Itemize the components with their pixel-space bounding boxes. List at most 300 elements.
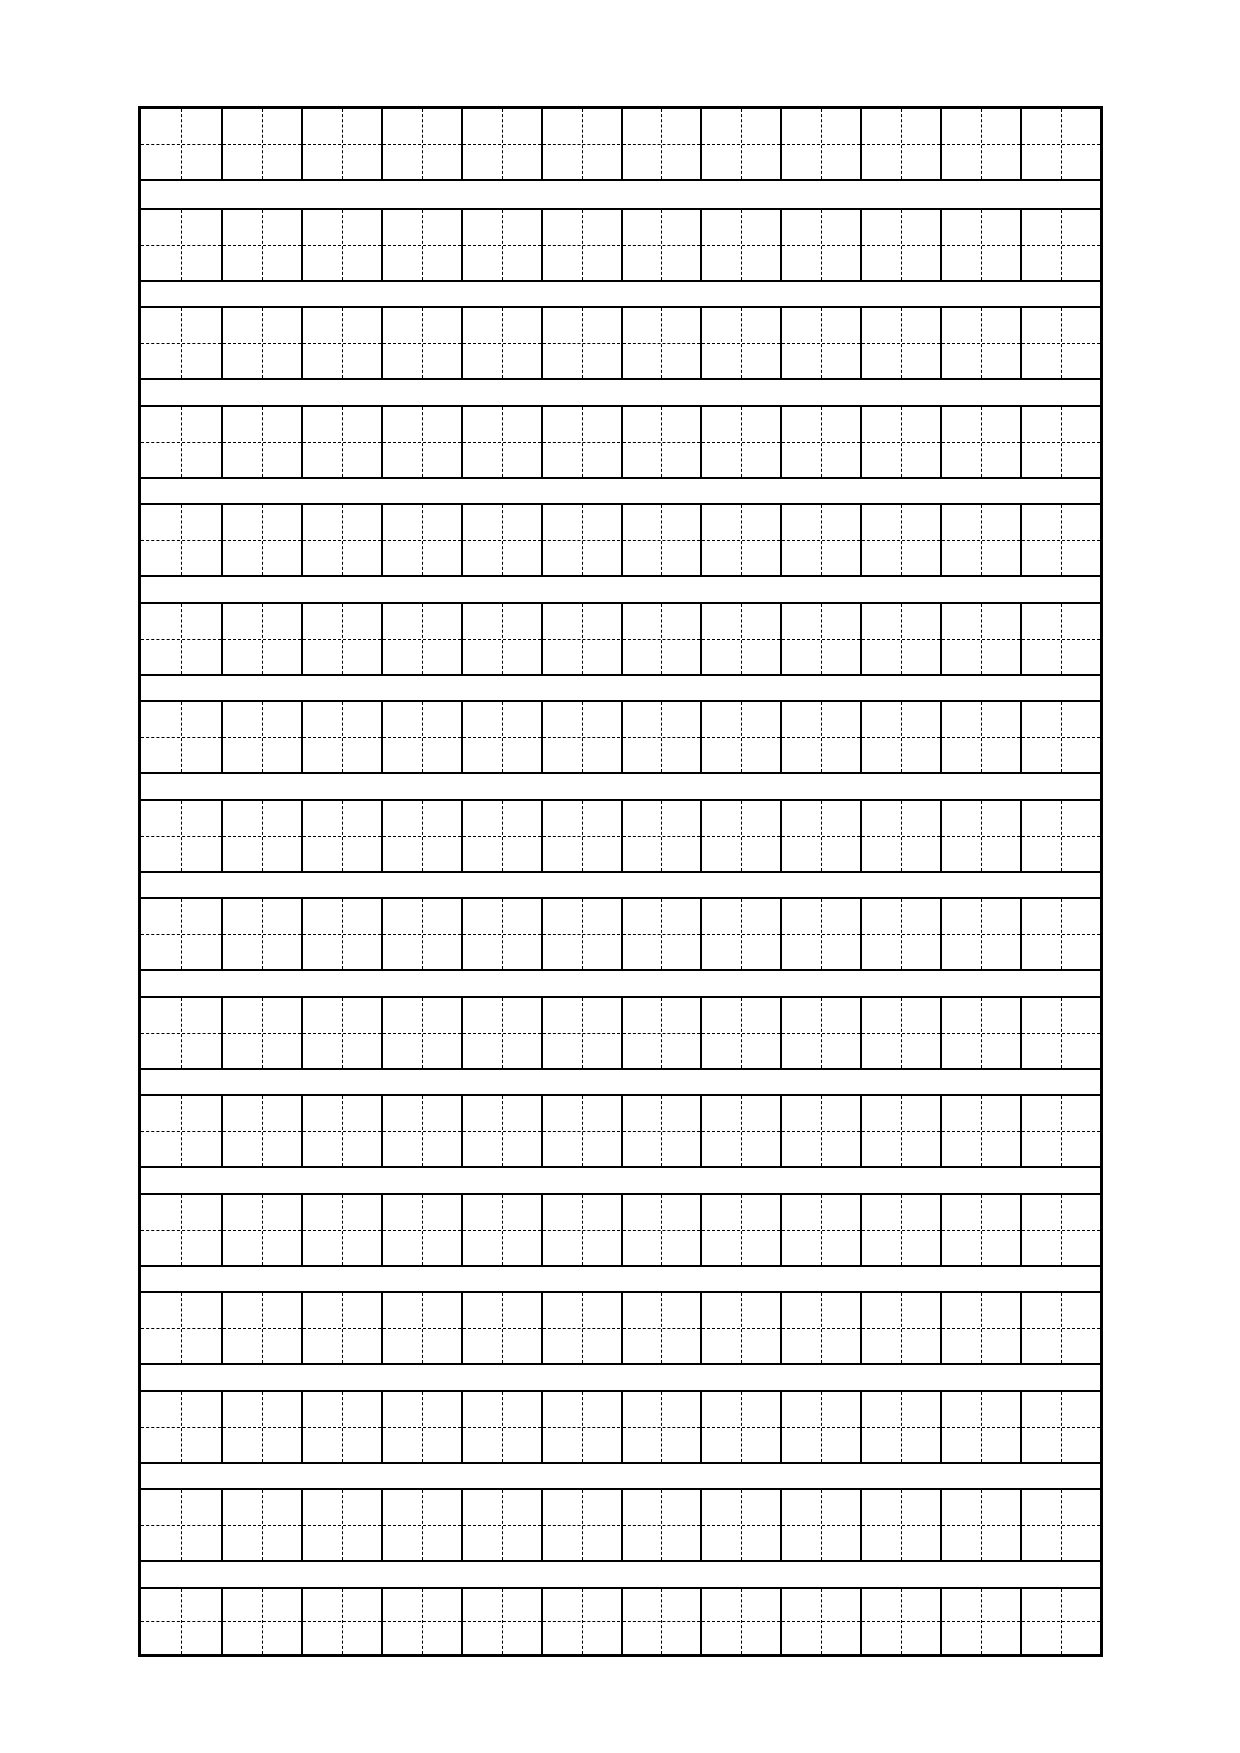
horizontal-guide-line [782,737,860,738]
grid-cell [141,210,221,280]
horizontal-guide-line [782,1230,860,1231]
horizontal-guide-line [543,1033,621,1034]
horizontal-guide-line [942,836,1020,837]
grid-cell [461,1195,541,1265]
horizontal-guide-line [862,442,940,443]
grid-cell [141,1096,221,1166]
horizontal-guide-line [383,1525,461,1526]
horizontal-guide-line [141,737,221,738]
grid-cell [1020,505,1100,575]
grid-cell [301,1096,381,1166]
grid-cell [860,109,940,179]
grid-cell [541,702,621,772]
horizontal-guide-line [942,1328,1020,1329]
grid-cell [221,1490,301,1560]
horizontal-guide-line [942,1427,1020,1428]
horizontal-guide-line [543,1525,621,1526]
grid-cell [461,1096,541,1166]
horizontal-guide-line [702,639,780,640]
writing-row [141,1488,1100,1562]
grid-cell [700,407,780,477]
horizontal-guide-line [942,343,1020,344]
horizontal-guide-line [862,1427,940,1428]
horizontal-guide-line [782,934,860,935]
writing-row [141,700,1100,774]
horizontal-guide-line [702,1131,780,1132]
horizontal-guide-line [543,245,621,246]
grid-cell [221,702,301,772]
grid-cell [780,210,860,280]
horizontal-guide-line [1022,144,1100,145]
horizontal-guide-line [543,442,621,443]
horizontal-guide-line [141,1230,221,1231]
horizontal-guide-line [702,1621,780,1622]
horizontal-guide-line [383,1328,461,1329]
grid-cell [1020,1490,1100,1560]
horizontal-guide-line [702,1328,780,1329]
horizontal-guide-line [862,1621,940,1622]
horizontal-guide-line [141,1525,221,1526]
grid-cell [1020,1293,1100,1363]
horizontal-guide-line [303,934,381,935]
writing-row [141,602,1100,676]
grid-cell [1020,1096,1100,1166]
horizontal-guide-line [463,737,541,738]
grid-cell [940,308,1020,378]
grid-cell [461,801,541,871]
horizontal-guide-line [862,737,940,738]
grid-cell [461,1589,541,1655]
grid-cell [461,899,541,969]
horizontal-guide-line [223,639,301,640]
horizontal-guide-line [463,639,541,640]
horizontal-guide-line [862,1230,940,1231]
horizontal-guide-line [942,1621,1020,1622]
horizontal-guide-line [862,343,940,344]
grid-cell [700,1096,780,1166]
grid-cell [1020,702,1100,772]
grid-cell [541,407,621,477]
horizontal-guide-line [383,1621,461,1622]
grid-cell [221,1293,301,1363]
horizontal-guide-line [942,442,1020,443]
grid-cell [141,109,221,179]
horizontal-guide-line [543,639,621,640]
horizontal-guide-line [782,540,860,541]
grid-cell [780,308,860,378]
grid-cell [461,407,541,477]
grid-cell [860,702,940,772]
horizontal-guide-line [141,1328,221,1329]
grid-cell [940,505,1020,575]
grid-cell [461,210,541,280]
writing-row [141,1193,1100,1267]
grid-cell [860,308,940,378]
horizontal-guide-line [862,245,940,246]
grid-cell [541,1392,621,1462]
horizontal-guide-line [463,442,541,443]
horizontal-guide-line [623,1621,701,1622]
grid-cell [700,1195,780,1265]
horizontal-guide-line [1022,540,1100,541]
horizontal-guide-line [141,639,221,640]
grid-cell [621,210,701,280]
horizontal-guide-line [223,1033,301,1034]
grid-cell [700,1589,780,1655]
grid-cell [940,1392,1020,1462]
writing-row [141,1390,1100,1464]
horizontal-guide-line [1022,343,1100,344]
grid-cell [940,1195,1020,1265]
grid-cell [381,505,461,575]
horizontal-guide-line [702,1033,780,1034]
writing-row [141,1587,1100,1655]
horizontal-guide-line [383,343,461,344]
grid-cell [860,801,940,871]
grid-cell [541,1096,621,1166]
grid-cell [461,1392,541,1462]
grid-cell [541,1195,621,1265]
horizontal-guide-line [223,144,301,145]
horizontal-guide-line [141,1621,221,1622]
horizontal-guide-line [1022,1525,1100,1526]
horizontal-guide-line [383,245,461,246]
grid-cell [780,1096,860,1166]
grid-cell [381,1490,461,1560]
horizontal-guide-line [543,737,621,738]
grid-cell [461,702,541,772]
horizontal-guide-line [543,836,621,837]
horizontal-guide-line [223,1230,301,1231]
grid-cell [221,109,301,179]
horizontal-guide-line [782,1131,860,1132]
grid-cell [1020,210,1100,280]
horizontal-guide-line [1022,836,1100,837]
horizontal-guide-line [223,245,301,246]
grid-cell [940,899,1020,969]
grid-cell [301,801,381,871]
grid-cell [621,1589,701,1655]
horizontal-guide-line [702,144,780,145]
horizontal-guide-line [1022,1427,1100,1428]
grid-cell [221,308,301,378]
horizontal-guide-line [862,144,940,145]
horizontal-guide-line [1022,737,1100,738]
horizontal-guide-line [942,1525,1020,1526]
grid-cell [940,604,1020,674]
horizontal-guide-line [1022,1131,1100,1132]
horizontal-guide-line [223,540,301,541]
horizontal-guide-line [623,144,701,145]
grid-cell [221,604,301,674]
grid-cell [541,899,621,969]
grid-cell [381,702,461,772]
horizontal-guide-line [702,442,780,443]
horizontal-guide-line [463,1427,541,1428]
grid-cell [301,407,381,477]
grid-cell [381,998,461,1068]
horizontal-guide-line [702,1427,780,1428]
grid-cell [621,899,701,969]
grid-cell [381,801,461,871]
grid-cell [621,1392,701,1462]
horizontal-guide-line [782,442,860,443]
horizontal-guide-line [223,1328,301,1329]
horizontal-guide-line [223,836,301,837]
horizontal-guide-line [1022,1328,1100,1329]
grid-cell [541,210,621,280]
horizontal-guide-line [623,639,701,640]
writing-grid-sheet [138,106,1103,1657]
horizontal-guide-line [223,737,301,738]
grid-cell [940,109,1020,179]
horizontal-guide-line [1022,934,1100,935]
horizontal-guide-line [383,1230,461,1231]
grid-cell [780,505,860,575]
writing-row [141,1094,1100,1168]
grid-cell [221,801,301,871]
horizontal-guide-line [463,343,541,344]
horizontal-guide-line [223,343,301,344]
grid-cell [381,1293,461,1363]
horizontal-guide-line [223,1621,301,1622]
grid-cell [700,1392,780,1462]
grid-cell [541,1589,621,1655]
grid-cell [780,109,860,179]
horizontal-guide-line [383,144,461,145]
horizontal-guide-line [862,1131,940,1132]
horizontal-guide-line [223,1131,301,1132]
grid-cell [301,1490,381,1560]
grid-cell [221,1392,301,1462]
writing-row [141,208,1100,282]
grid-cell [1020,407,1100,477]
horizontal-guide-line [463,144,541,145]
grid-cell [141,801,221,871]
grid-cell [780,1490,860,1560]
horizontal-guide-line [702,737,780,738]
grid-cell [1020,1392,1100,1462]
horizontal-guide-line [623,1328,701,1329]
horizontal-guide-line [543,343,621,344]
grid-cell [860,210,940,280]
horizontal-guide-line [463,934,541,935]
grid-cell [301,1589,381,1655]
grid-cell [940,1589,1020,1655]
horizontal-guide-line [223,934,301,935]
horizontal-guide-line [623,1230,701,1231]
grid-cell [461,604,541,674]
grid-cell [700,702,780,772]
horizontal-guide-line [383,1427,461,1428]
grid-cell [940,1490,1020,1560]
horizontal-guide-line [303,1033,381,1034]
grid-cell [221,1195,301,1265]
grid-cell [461,1293,541,1363]
horizontal-guide-line [1022,639,1100,640]
grid-cell [461,308,541,378]
grid-cell [700,1490,780,1560]
grid-cell [381,1195,461,1265]
horizontal-guide-line [782,836,860,837]
grid-cell [860,407,940,477]
grid-cell [780,801,860,871]
horizontal-guide-line [782,1427,860,1428]
writing-row [141,996,1100,1070]
horizontal-guide-line [782,1525,860,1526]
horizontal-guide-line [702,934,780,935]
grid-cell [1020,899,1100,969]
grid-cell [301,702,381,772]
grid-cell [141,604,221,674]
horizontal-guide-line [862,639,940,640]
grid-cell [381,899,461,969]
grid-cell [221,210,301,280]
grid-cell [940,407,1020,477]
grid-cell [541,505,621,575]
grid-cell [381,1096,461,1166]
horizontal-guide-line [782,245,860,246]
horizontal-guide-line [702,343,780,344]
grid-cell [221,505,301,575]
horizontal-guide-line [383,540,461,541]
grid-cell [940,1293,1020,1363]
horizontal-guide-line [862,540,940,541]
horizontal-guide-line [702,245,780,246]
grid-cell [1020,109,1100,179]
horizontal-guide-line [303,442,381,443]
grid-cell [780,1195,860,1265]
horizontal-guide-line [942,1131,1020,1132]
horizontal-guide-line [543,1427,621,1428]
horizontal-guide-line [303,144,381,145]
horizontal-guide-line [303,836,381,837]
grid-cell [141,702,221,772]
horizontal-guide-line [623,245,701,246]
horizontal-guide-line [303,639,381,640]
grid-cell [860,899,940,969]
horizontal-guide-line [862,1033,940,1034]
grid-cell [621,1195,701,1265]
horizontal-guide-line [141,836,221,837]
grid-cell [141,407,221,477]
grid-cell [301,998,381,1068]
horizontal-guide-line [702,540,780,541]
horizontal-guide-line [543,934,621,935]
horizontal-guide-line [383,1131,461,1132]
horizontal-guide-line [862,836,940,837]
grid-cell [940,702,1020,772]
horizontal-guide-line [702,1230,780,1231]
horizontal-guide-line [303,540,381,541]
grid-cell [621,801,701,871]
grid-cell [221,899,301,969]
horizontal-guide-line [383,836,461,837]
horizontal-guide-line [862,934,940,935]
horizontal-guide-line [303,1131,381,1132]
grid-cell [860,1490,940,1560]
grid-cell [541,1490,621,1560]
horizontal-guide-line [303,245,381,246]
horizontal-guide-line [942,639,1020,640]
horizontal-guide-line [141,245,221,246]
grid-cell [780,998,860,1068]
horizontal-guide-line [543,1230,621,1231]
horizontal-guide-line [303,1525,381,1526]
grid-cell [301,1195,381,1265]
grid-cell [700,899,780,969]
grid-cell [621,702,701,772]
grid-cell [381,407,461,477]
grid-cell [940,998,1020,1068]
horizontal-guide-line [623,442,701,443]
grid-cell [700,801,780,871]
grid-cell [621,1490,701,1560]
horizontal-guide-line [383,1033,461,1034]
horizontal-guide-line [1022,1033,1100,1034]
grid-cell [141,1589,221,1655]
horizontal-guide-line [223,442,301,443]
grid-cell [780,1392,860,1462]
grid-cell [221,998,301,1068]
grid-cell [860,1293,940,1363]
grid-cell [860,1589,940,1655]
horizontal-guide-line [141,343,221,344]
horizontal-guide-line [623,1033,701,1034]
grid-cell [541,109,621,179]
grid-cell [1020,801,1100,871]
grid-cell [1020,1589,1100,1655]
horizontal-guide-line [463,540,541,541]
horizontal-guide-line [303,1427,381,1428]
horizontal-guide-line [463,1230,541,1231]
grid-cell [301,1293,381,1363]
grid-cell [860,1096,940,1166]
horizontal-guide-line [141,1131,221,1132]
grid-cell [381,210,461,280]
horizontal-guide-line [463,1328,541,1329]
grid-cell [860,1195,940,1265]
grid-cell [301,210,381,280]
grid-cell [221,1589,301,1655]
horizontal-guide-line [543,144,621,145]
horizontal-guide-line [383,737,461,738]
horizontal-guide-line [141,540,221,541]
grid-cell [301,308,381,378]
grid-cell [780,1589,860,1655]
grid-cell [461,505,541,575]
grid-cell [301,604,381,674]
horizontal-guide-line [782,1033,860,1034]
grid-cell [541,801,621,871]
grid-cell [700,1293,780,1363]
grid-cell [381,109,461,179]
grid-cell [621,505,701,575]
grid-cell [860,604,940,674]
horizontal-guide-line [543,1131,621,1132]
grid-cell [700,210,780,280]
grid-cell [780,899,860,969]
grid-cell [541,1293,621,1363]
grid-cell [700,998,780,1068]
grid-cell [780,604,860,674]
horizontal-guide-line [623,1427,701,1428]
grid-cell [860,505,940,575]
horizontal-guide-line [463,1525,541,1526]
horizontal-guide-line [303,1328,381,1329]
horizontal-guide-line [141,1033,221,1034]
horizontal-guide-line [463,245,541,246]
